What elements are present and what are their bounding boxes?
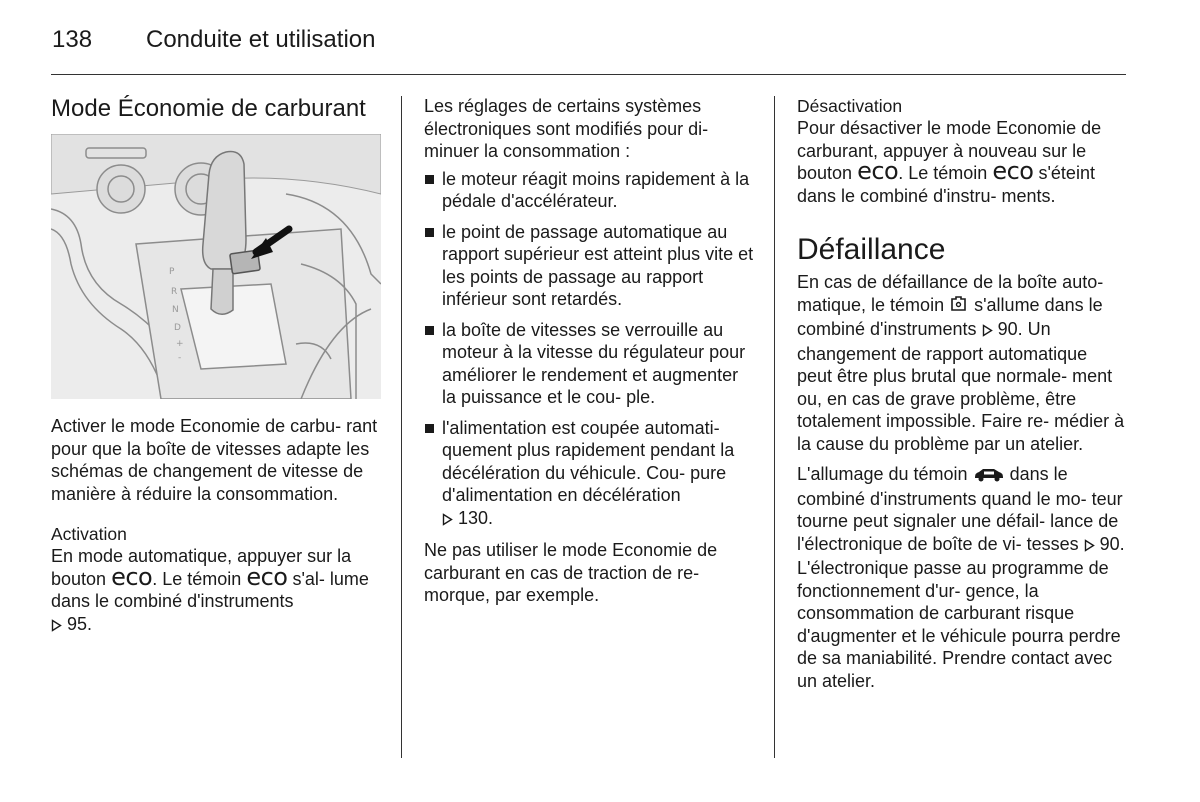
gear-selector-illustration xyxy=(51,134,381,399)
page-reference-icon xyxy=(51,615,62,638)
systems-intro-paragraph: Les réglages de certains systèmes électroniques sont modifiés pour di- minuer la consommation : xyxy=(424,96,709,161)
list-item: l'alimentation est coupée automati- quement plus rapidement pendant la décélération du véhicule. Cou- pure d'alimentation en décélération 130. xyxy=(424,417,756,532)
towing-note-paragraph: Ne pas utiliser le mode Economie de carburant en cas de traction de re- morque, par exemple. xyxy=(424,540,718,605)
svg-text:+: + xyxy=(176,339,184,349)
intro-paragraph: Activer le mode Economie de carbu- rant pour que la boîte de vitesses adapte les schémas de changement de vitesse de manière à réduire la consommation. xyxy=(51,416,378,504)
eco-button-symbol: eco xyxy=(857,157,899,185)
deactivation-paragraph: Pour désactiver le mode Economie de carburant, appuyer à nouveau sur le bouton eco. Le témoin eco s'éteint dans le combiné d'instru- ments. xyxy=(797,118,1102,206)
activation-paragraph: En mode automatique, appuyer sur la bouton eco. Le témoin eco s'al- lume dans le combiné d'instruments 95. xyxy=(51,545,381,637)
page-reference-icon xyxy=(1084,535,1095,558)
column-middle xyxy=(424,95,756,607)
activation-heading: Activation xyxy=(51,524,127,544)
svg-text:P: P xyxy=(169,267,175,277)
vehicle-wrench-icon xyxy=(973,465,1005,488)
svg-text:-: - xyxy=(178,353,182,363)
section-heading-eco-mode: Mode Économie de carburant xyxy=(51,95,366,122)
eco-indicator-symbol: eco xyxy=(246,562,288,591)
column-divider-left xyxy=(401,96,402,758)
effects-list xyxy=(424,168,756,532)
column-right xyxy=(797,95,1127,692)
column-divider-right xyxy=(774,96,775,758)
svg-text:R: R xyxy=(171,287,178,297)
svg-text:N: N xyxy=(172,305,179,315)
list-item: le point de passage automatique au rapport supérieur est atteint plus vite et les points de passage au rapport inférieur sont retardés. xyxy=(424,221,756,311)
gearbox-warning-icon xyxy=(949,296,969,319)
page-reference-icon xyxy=(442,509,453,532)
svg-text:D: D xyxy=(174,323,181,333)
eco-indicator-symbol: eco xyxy=(992,157,1034,185)
list-item: le moteur réagit moins rapidement à la pédale d'accélérateur. xyxy=(424,168,756,213)
deactivation-heading: Désactivation xyxy=(797,96,903,116)
failure-paragraph: En cas de défaillance de la boîte auto- matique, le témoin s'allume dans le combiné d'instruments 90. Un changement de rapport automatique peut être plus brutal que normale- ment ou, en cas de grave problème, être totalement impossible. Faire re- médier à la cause du problème par un atelier. xyxy=(797,272,1125,454)
page-header-title: Conduite et utilisation xyxy=(146,26,376,53)
indicator-paragraph: L'allumage du témoin dans le combiné d'instruments quand le mo- teur tourne peut signaler une défail- lance de l'électronique de boîte de vi- tesses 90. L'électronique passe au programme de fonctionnement d'ur- gence, la consommation de carburant risque d'augmenter et le véhicule pourra perdre de sa maniabilité. Prendre contact avec un atelier. xyxy=(797,464,1125,691)
eco-button-symbol: eco xyxy=(111,562,153,591)
header-rule xyxy=(51,74,1126,75)
page-reference-icon xyxy=(982,320,993,343)
list-item: la boîte de vitesses se verrouille au moteur à la vitesse du régulateur pour améliorer le rendement et augmenter la puissance et le cou- ple. xyxy=(424,319,756,409)
page-number: 138 xyxy=(52,26,93,53)
failure-heading: Défaillance xyxy=(797,233,946,266)
column-left xyxy=(51,94,381,637)
